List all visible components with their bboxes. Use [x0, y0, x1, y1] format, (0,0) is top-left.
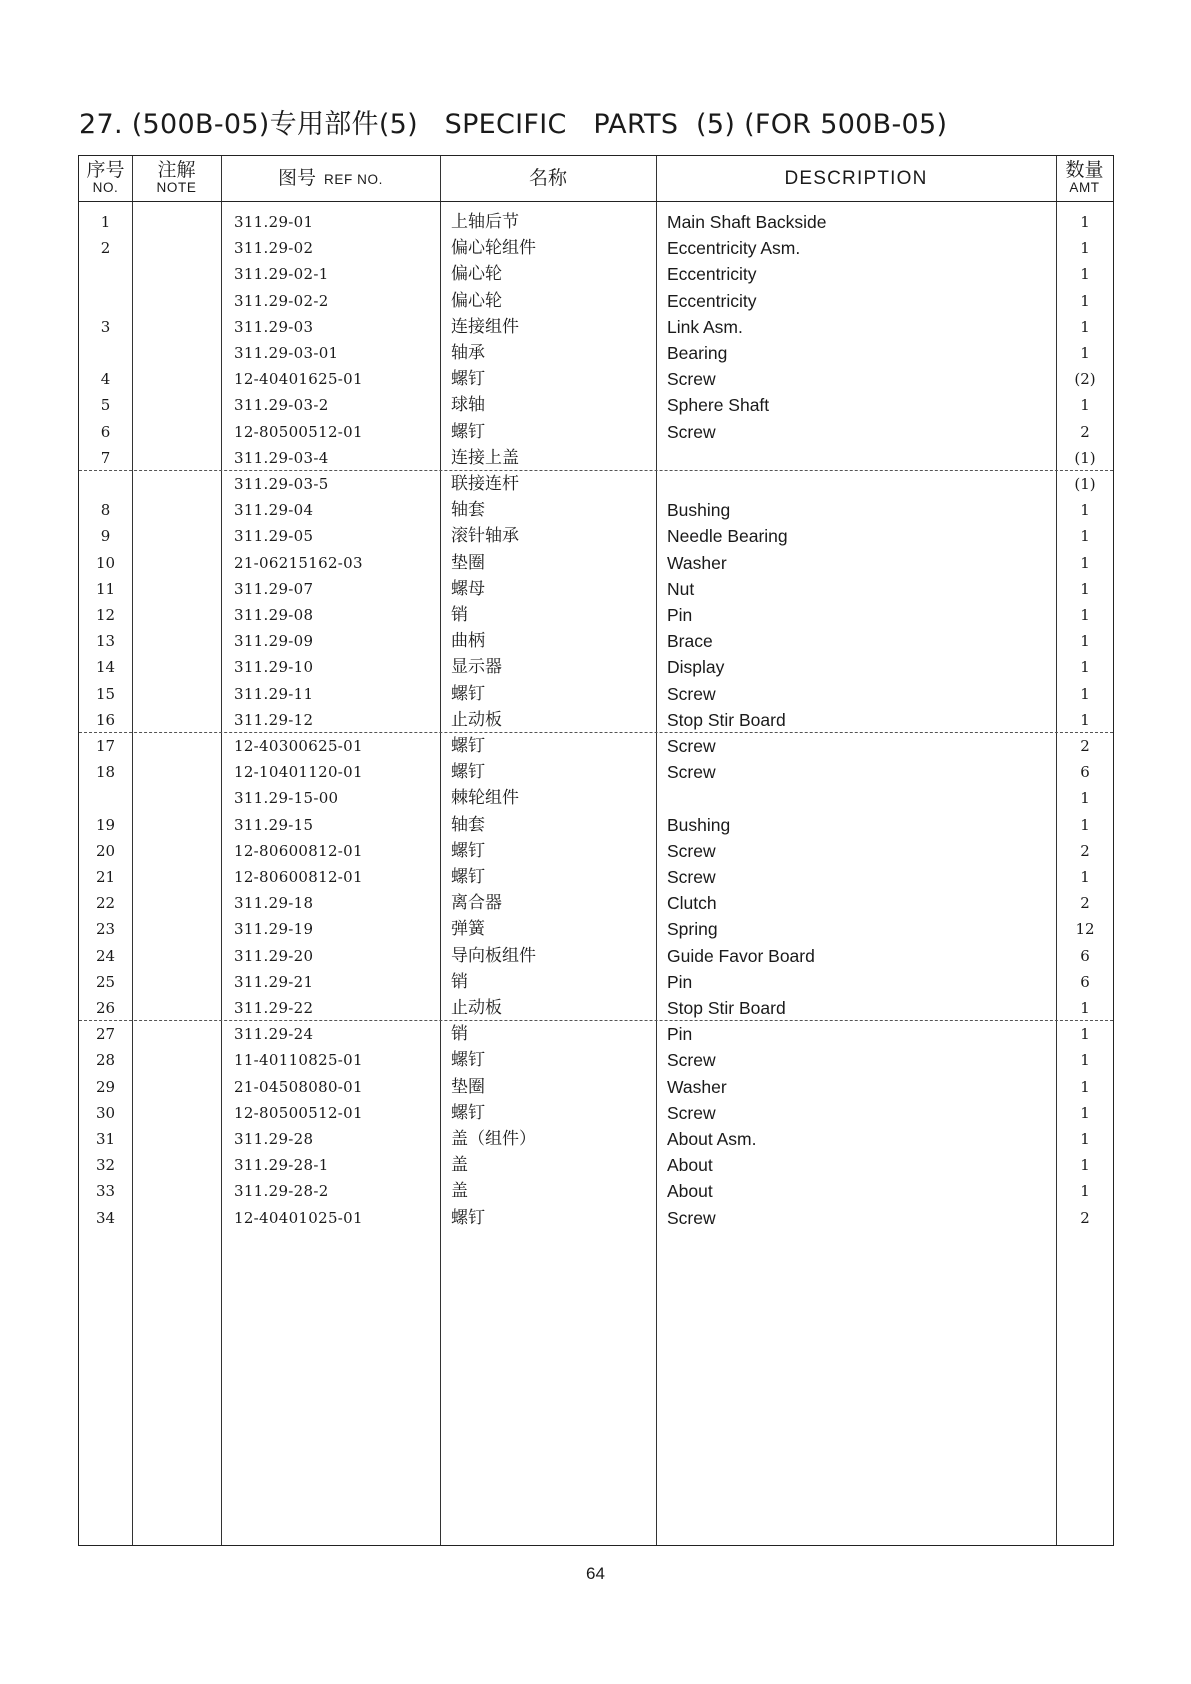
page-number: 64 [586, 1564, 605, 1583]
row-name-zh: 曲柄 [451, 631, 485, 652]
row-amount: 12 [1075, 920, 1095, 939]
row-name-zh: 销 [451, 605, 468, 625]
row-ref-no: 311.29-15 [234, 815, 314, 834]
row-number: 31 [95, 1130, 116, 1148]
row-number: 33 [95, 1182, 116, 1201]
row-name-zh: 螺钉 [451, 1102, 485, 1123]
row-name-zh: 螺钉 [451, 762, 485, 783]
row-ref-no: 311.29-03-2 [234, 396, 329, 415]
table-row [79, 288, 1113, 314]
row-number: 8 [100, 501, 111, 520]
row-name-zh: 轴套 [451, 500, 485, 521]
row-number [79, 471, 132, 497]
table-row [79, 785, 1113, 811]
row-number: 2 [100, 239, 111, 258]
row-description: Eccentricity [667, 290, 757, 311]
header-divider [79, 201, 1113, 202]
row-ref-no: 311.29-18 [234, 894, 314, 913]
row-ref-no: 311.29-22 [234, 999, 314, 1017]
row-ref-no: 311.29-12 [234, 710, 314, 729]
table-row [79, 681, 1113, 707]
row-name-zh: 螺钉 [451, 683, 485, 704]
table-row [79, 235, 1113, 261]
row-name-zh: 棘轮组件 [451, 788, 519, 809]
row-description: Guide Favor Board [667, 945, 815, 966]
table-row [79, 890, 1113, 916]
row-amount: 1 [1080, 213, 1090, 231]
group-separator [79, 732, 1113, 733]
header-no-zh: 序号 [86, 159, 125, 182]
row-ref-no: 311.29-04 [234, 501, 314, 520]
table-row [79, 1021, 1113, 1047]
header-note-en: NOTE [156, 180, 197, 196]
row-number: 12 [95, 606, 116, 624]
row-description: Stop Stir Board [667, 709, 786, 730]
row-description: Screw [667, 1102, 716, 1123]
row-name-zh: 垫圈 [451, 552, 485, 573]
header-ref-zh: 图号 [278, 166, 317, 189]
row-number: 19 [95, 815, 116, 834]
row-ref-no: 12-40401625-01 [234, 370, 363, 389]
row-number: 27 [95, 1025, 116, 1044]
row-name-zh: 止动板 [451, 998, 502, 1018]
table-row [79, 576, 1113, 602]
row-ref-no: 311.29-21 [234, 972, 314, 991]
table-row [79, 366, 1113, 392]
row-description: Washer [667, 552, 727, 573]
row-number: 20 [95, 841, 116, 860]
row-amount: 1 [1080, 710, 1090, 729]
row-number: 7 [100, 448, 111, 467]
table-row [79, 1205, 1113, 1231]
row-ref-no: 311.29-07 [234, 579, 314, 598]
row-name-zh: 球轴 [451, 395, 485, 416]
row-amount: 1 [1080, 1025, 1090, 1044]
row-number: 18 [95, 763, 116, 782]
row-ref-no: 311.29-20 [234, 946, 314, 965]
row-amount: 1 [1080, 527, 1090, 546]
row-description: Nut [667, 578, 695, 599]
row-ref-no: 311.29-05 [234, 527, 314, 546]
row-name-zh: 离合器 [451, 893, 502, 914]
header-no [79, 156, 132, 201]
row-name-zh: 偏心轮 [451, 290, 502, 311]
table-row [79, 602, 1113, 628]
row-number: 26 [95, 999, 116, 1017]
row-name-zh: 垫圈 [451, 1076, 485, 1097]
row-name-zh: 轴套 [451, 814, 485, 835]
row-amount: (1) [1074, 448, 1096, 467]
row-name-zh: 连接上盖 [451, 447, 519, 468]
row-name-zh: 盖 [451, 1181, 468, 1202]
row-number: 10 [95, 553, 116, 572]
row-description: Screw [667, 840, 716, 861]
row-ref-no: 311.29-28 [234, 1130, 314, 1148]
header-ref-en: REF NO. [324, 171, 383, 187]
row-ref-no: 12-80600812-01 [234, 841, 363, 860]
row-name-zh: 螺母 [451, 578, 485, 599]
row-name-zh: 盖 [451, 1155, 468, 1176]
row-description: Pin [667, 971, 693, 992]
row-description: Link Asm. [667, 316, 743, 337]
row-name-zh: 螺钉 [451, 1050, 485, 1071]
row-description: Eccentricity Asm. [667, 238, 801, 259]
row-amount: 1 [1080, 815, 1090, 834]
row-description: About [667, 1155, 713, 1176]
row-amount: 2 [1080, 1208, 1090, 1227]
row-description: Needle Bearing [667, 526, 788, 547]
row-amount: 1 [1080, 632, 1090, 651]
table-row [79, 733, 1113, 759]
row-ref-no: 311.29-08 [234, 606, 314, 624]
row-number: 22 [95, 894, 116, 913]
row-description: Display [667, 657, 725, 678]
table-row [79, 340, 1113, 366]
row-amount: 1 [1080, 999, 1090, 1017]
row-name-zh: 螺钉 [451, 736, 485, 756]
row-description: About Asm. [667, 1129, 757, 1149]
row-number [79, 261, 132, 287]
row-ref-no: 311.29-10 [234, 658, 314, 677]
table-row [79, 759, 1113, 785]
header-description [656, 156, 1056, 201]
row-amount: 1 [1080, 396, 1090, 415]
table-row [79, 838, 1113, 864]
table-row [79, 209, 1113, 235]
row-number [79, 340, 132, 366]
table-row [79, 707, 1113, 733]
row-number: 15 [95, 684, 116, 703]
row-number [79, 288, 132, 314]
row-ref-no: 311.29-03 [234, 317, 314, 336]
row-name-zh: 显示器 [451, 657, 502, 678]
row-number: 17 [95, 737, 116, 755]
row-ref-no: 21-04508080-01 [234, 1077, 363, 1096]
row-amount: 1 [1080, 553, 1090, 572]
row-number: 16 [95, 710, 116, 729]
table-row [79, 1074, 1113, 1100]
header-note [132, 156, 221, 201]
row-ref-no: 12-40300625-01 [234, 737, 363, 755]
row-name-zh: 导向板组件 [451, 945, 536, 966]
row-description: Screw [667, 421, 716, 442]
row-name-zh: 螺钉 [451, 1207, 485, 1228]
row-amount: 2 [1080, 422, 1090, 441]
row-number: 13 [95, 632, 116, 651]
table-row [79, 471, 1113, 497]
row-amount: 1 [1080, 1182, 1090, 1201]
row-amount: 2 [1080, 841, 1090, 860]
table-row [79, 812, 1113, 838]
row-description: Screw [667, 683, 716, 704]
row-ref-no: 311.29-03-01 [234, 344, 339, 362]
row-amount: 1 [1080, 265, 1090, 284]
header-description-label: DESCRIPTION [784, 167, 928, 189]
table-row [79, 628, 1113, 654]
table-row [79, 654, 1113, 680]
row-number: 28 [95, 1051, 116, 1070]
header-ref [221, 156, 440, 201]
row-description: Bearing [667, 343, 728, 363]
table-row [79, 550, 1113, 576]
table-row [79, 1100, 1113, 1126]
table-row [79, 969, 1113, 995]
row-description: Screw [667, 369, 716, 390]
row-amount: 1 [1080, 239, 1090, 258]
row-ref-no: 311.29-28-2 [234, 1182, 329, 1201]
table-row [79, 445, 1113, 471]
row-number: 3 [100, 317, 111, 336]
row-description: About [667, 1181, 713, 1202]
row-description: Screw [667, 736, 716, 756]
row-number: 9 [100, 527, 111, 546]
row-number: 6 [100, 422, 111, 441]
row-name-zh: 螺钉 [451, 867, 485, 887]
page-title: 27. (500B-05)专用部件(5) SPECIFIC PARTS (5) (FOR 500B-05) [79, 109, 948, 140]
row-number: 21 [95, 868, 116, 886]
row-ref-no: 311.29-03-5 [234, 475, 329, 493]
row-name-zh: 弹簧 [451, 919, 485, 940]
row-amount: 6 [1080, 972, 1090, 991]
table-row [79, 261, 1113, 287]
row-number: 4 [100, 370, 111, 389]
row-ref-no: 11-40110825-01 [234, 1051, 363, 1070]
row-ref-no: 311.29-01 [234, 213, 314, 231]
table-row [79, 864, 1113, 890]
row-ref-no: 311.29-24 [234, 1025, 314, 1044]
row-number: 34 [95, 1208, 116, 1227]
row-name-zh: 螺钉 [451, 840, 485, 861]
row-name-zh: 盖（组件） [451, 1129, 536, 1149]
row-description: Stop Stir Board [667, 998, 786, 1018]
row-name-zh: 滚针轴承 [451, 526, 519, 547]
header-name-zh: 名称 [528, 166, 567, 189]
row-name-zh: 止动板 [451, 709, 502, 730]
group-separator [79, 1020, 1113, 1021]
row-ref-no: 311.29-28-1 [234, 1156, 329, 1175]
row-name-zh: 螺钉 [451, 421, 485, 442]
row-number: 14 [95, 658, 116, 677]
row-description: Bushing [667, 500, 731, 521]
row-amount: 6 [1080, 946, 1090, 965]
group-separator [79, 470, 1113, 471]
row-name-zh: 螺钉 [451, 369, 485, 390]
table-row [79, 523, 1113, 549]
row-name-zh: 轴承 [451, 343, 485, 363]
row-description: Clutch [667, 893, 717, 914]
table-row [79, 497, 1113, 523]
row-amount: 1 [1080, 658, 1090, 677]
row-ref-no: 12-80500512-01 [234, 1103, 363, 1122]
header-amt-zh: 数量 [1065, 159, 1104, 182]
header-name [440, 156, 656, 201]
row-amount: (2) [1074, 370, 1096, 389]
row-ref-no: 311.29-19 [234, 920, 314, 939]
row-name-zh: 偏心轮组件 [451, 238, 536, 259]
row-amount: 1 [1080, 684, 1090, 703]
table-row [79, 1126, 1113, 1152]
row-description: Sphere Shaft [667, 395, 770, 416]
table-row [79, 392, 1113, 418]
row-description: Pin [667, 605, 693, 625]
row-description: Screw [667, 867, 716, 887]
row-amount: 1 [1080, 501, 1090, 520]
row-ref-no: 311.29-15-00 [234, 789, 339, 808]
table-row [79, 1047, 1113, 1073]
row-ref-no: 12-80600812-01 [234, 868, 363, 886]
row-amount: 1 [1080, 1130, 1090, 1148]
row-number: 24 [95, 946, 116, 965]
table-row [79, 1152, 1113, 1178]
table-row [79, 916, 1113, 942]
row-amount: 1 [1080, 344, 1090, 362]
row-amount: 1 [1080, 1051, 1090, 1070]
row-amount: 1 [1080, 1077, 1090, 1096]
row-ref-no: 311.29-02-1 [234, 265, 329, 284]
table-row [79, 314, 1113, 340]
row-ref-no: 21-06215162-03 [234, 553, 363, 572]
row-ref-no: 311.29-02 [234, 239, 314, 258]
header-note-zh: 注解 [157, 159, 196, 182]
row-name-zh: 销 [451, 1024, 468, 1045]
row-description: Brace [667, 631, 713, 652]
row-description: Spring [667, 919, 718, 940]
row-ref-no: 311.29-11 [234, 684, 314, 703]
row-amount: 1 [1080, 868, 1090, 886]
table-row [79, 1178, 1113, 1204]
row-amount: 1 [1080, 317, 1090, 336]
row-number: 25 [95, 972, 116, 991]
row-number: 23 [95, 920, 116, 939]
row-ref-no: 12-80500512-01 [234, 422, 363, 441]
row-number: 32 [95, 1156, 116, 1175]
row-amount: 2 [1080, 737, 1090, 755]
table-row [79, 995, 1113, 1021]
row-amount: 1 [1080, 1103, 1090, 1122]
row-ref-no: 12-40401025-01 [234, 1208, 363, 1227]
row-amount: (1) [1074, 475, 1096, 493]
row-amount: 1 [1080, 579, 1090, 598]
row-number [79, 785, 132, 811]
header-amt [1056, 156, 1113, 201]
row-number: 11 [95, 579, 116, 598]
row-amount: 1 [1080, 291, 1090, 310]
row-name-zh: 上轴后节 [451, 212, 519, 232]
table-row [79, 419, 1113, 445]
row-ref-no: 12-10401120-01 [234, 763, 363, 782]
row-amount: 2 [1080, 894, 1090, 913]
row-ref-no: 311.29-03-4 [234, 448, 329, 467]
row-description: Eccentricity [667, 264, 757, 285]
row-amount: 6 [1080, 763, 1090, 782]
row-amount: 1 [1080, 789, 1090, 808]
row-description: Screw [667, 1050, 716, 1071]
row-description: Washer [667, 1076, 727, 1097]
row-name-zh: 销 [451, 971, 468, 992]
row-name-zh: 连接组件 [451, 316, 519, 337]
row-amount: 1 [1080, 1156, 1090, 1175]
row-amount: 1 [1080, 606, 1090, 624]
row-description: Screw [667, 762, 716, 783]
row-number: 1 [100, 213, 111, 231]
row-name-zh: 联接连杆 [451, 474, 519, 494]
header-amt-en: AMT [1069, 180, 1100, 196]
row-description: Screw [667, 1207, 716, 1228]
row-description: Pin [667, 1024, 693, 1045]
parts-table [78, 155, 1114, 1546]
row-description: Main Shaft Backside [667, 212, 827, 232]
row-number: 5 [100, 396, 111, 415]
row-name-zh: 偏心轮 [451, 264, 502, 285]
header-no-en: NO. [92, 180, 119, 196]
row-description: Bushing [667, 814, 731, 835]
row-number: 30 [95, 1103, 116, 1122]
row-ref-no: 311.29-09 [234, 632, 314, 651]
row-number: 29 [95, 1077, 116, 1096]
table-row [79, 943, 1113, 969]
row-ref-no: 311.29-02-2 [234, 291, 329, 310]
